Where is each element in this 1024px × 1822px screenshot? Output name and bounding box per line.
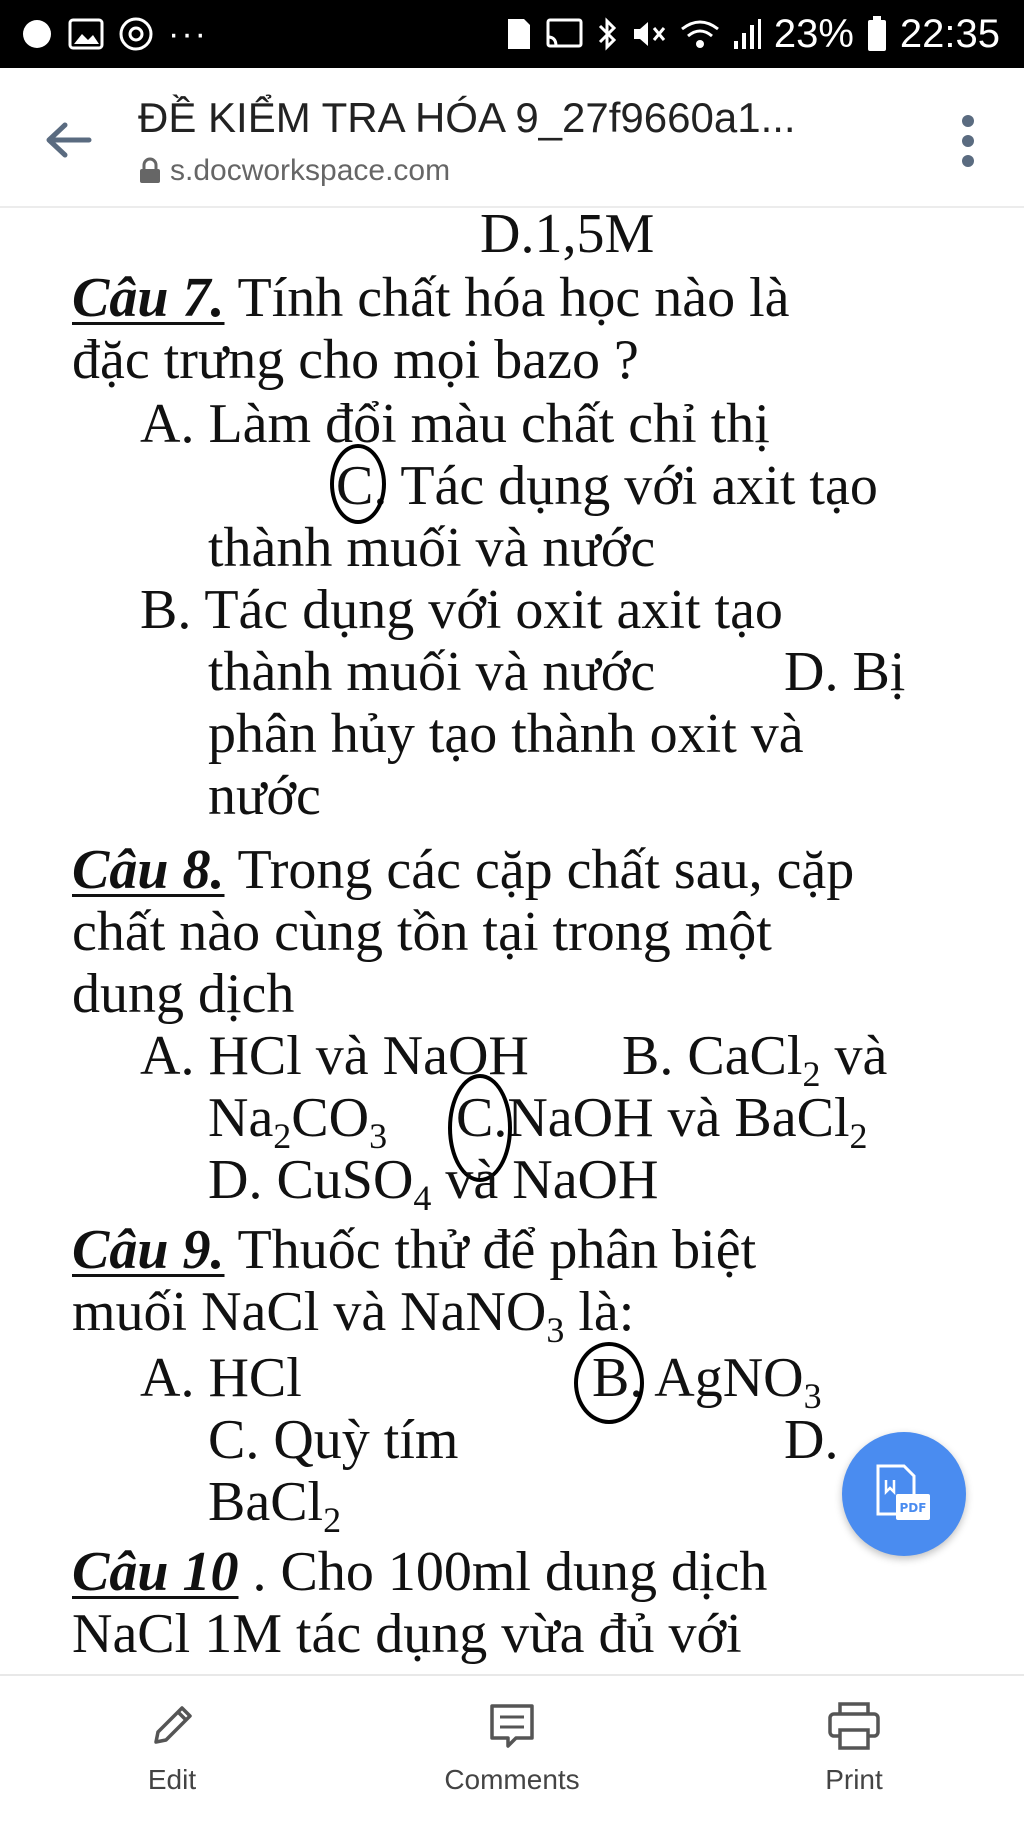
- option-9a: A. HCl: [140, 1347, 302, 1409]
- comments-label: Comments: [444, 1764, 580, 1795]
- back-arrow-icon: [43, 120, 93, 160]
- option-8b-sub1: 2: [273, 1116, 292, 1157]
- question-7-label: Câu 7.: [72, 267, 225, 329]
- page-url[interactable]: [138, 154, 450, 188]
- option-8c-sub: 2: [849, 1116, 868, 1157]
- question-10-text: . Cho 100ml dung dịch: [238, 1541, 768, 1603]
- option-9b-sub: 3: [803, 1376, 822, 1417]
- edit-label: Edit: [147, 1764, 197, 1795]
- comment-icon: [486, 1700, 538, 1752]
- option-7b-line-2: thành muối và nước: [208, 641, 656, 703]
- print-label: Print: [825, 1764, 883, 1795]
- option-8d-text: D. CuSO: [208, 1149, 414, 1211]
- pencil-icon: [146, 1700, 198, 1752]
- answer-circle-7c: [330, 444, 386, 524]
- question-8-text: Trong các cặp chất sau, cặp: [224, 839, 855, 901]
- mute-icon: [630, 17, 668, 51]
- option-9b-text: AgNO: [654, 1347, 804, 1409]
- question-10-line-2: NaCl 1M tác dụng vừa đủ với: [72, 1603, 742, 1665]
- option-9d-sub: 2: [323, 1500, 342, 1541]
- option-8b-na: Na: [208, 1087, 274, 1149]
- pdf-icon: [874, 1462, 934, 1526]
- bluetooth-icon: [596, 16, 618, 52]
- edit-button[interactable]: [72, 1676, 272, 1822]
- sim-icon: [506, 17, 532, 51]
- option-7a: A. Làm đổi màu chất chỉ thị: [140, 393, 770, 455]
- answer-circle-9b: [574, 1342, 644, 1424]
- option-7c-text: . Tác dụng với axit tạo: [373, 455, 878, 517]
- question-8-label: Câu 8.: [72, 839, 225, 901]
- option-7c-line-2: thành muối và nước: [208, 517, 656, 579]
- option-8d-tail: và NaOH: [431, 1149, 659, 1211]
- clock: 22:35: [899, 11, 1000, 56]
- status-bar: [0, 0, 1024, 68]
- notification-dot-icon: [20, 17, 54, 51]
- option-8b-co: CO: [291, 1087, 370, 1149]
- question-8-line-1: [72, 838, 854, 902]
- back-button[interactable]: [36, 108, 100, 172]
- more-options-button[interactable]: [948, 106, 988, 176]
- option-9d: D.: [784, 1409, 839, 1471]
- printer-icon: [826, 1700, 882, 1752]
- question-9-text-2: muối NaCl và NaNO: [72, 1281, 547, 1343]
- question-10-label: Câu 10: [72, 1541, 239, 1603]
- question-9-line-1: [72, 1218, 756, 1282]
- option-8b-tail: và: [820, 1025, 888, 1087]
- option-7d-line-2: phân hủy tạo thành oxit và: [208, 703, 804, 765]
- option-8b-sub: 2: [802, 1054, 821, 1095]
- bottom-toolbar: [0, 1674, 1024, 1822]
- option-7d: D. Bị: [784, 641, 906, 703]
- more-notifications-icon: ···: [168, 15, 208, 53]
- question-7-text: Tính chất hóa học nào là: [224, 267, 790, 329]
- question-7-line-1: [72, 266, 790, 330]
- url-text: s.docworkspace.com: [170, 154, 451, 187]
- convert-pdf-button[interactable]: [842, 1432, 966, 1556]
- app-bar: [0, 68, 1024, 208]
- battery-icon: [866, 15, 888, 53]
- option-9d-text: BaCl: [208, 1471, 324, 1533]
- option-8a: A. HCl và NaOH: [140, 1025, 529, 1087]
- option-8c-text: NaOH và BaCl: [507, 1087, 850, 1149]
- page-title: ĐỀ KIỂM TRA HÓA 9_27f9660a1...: [138, 94, 796, 141]
- question-9-label: Câu 9.: [72, 1219, 225, 1281]
- option-8b-sub2: 3: [369, 1116, 388, 1157]
- lock-icon: [138, 157, 162, 185]
- comments-button[interactable]: [412, 1676, 612, 1822]
- battery-percent: 23%: [773, 11, 854, 56]
- question-10-line-1: [72, 1540, 767, 1604]
- option-8b-text: B. CaCl: [622, 1025, 803, 1087]
- option-7c-letter: C: [336, 455, 374, 517]
- option-9b-letter: B.: [592, 1347, 644, 1409]
- cast-icon: [544, 17, 584, 51]
- signal-icon: [732, 17, 762, 51]
- question-7-line-2: đặc trưng cho mọi bazo ?: [72, 329, 639, 391]
- option-8d-sub: 4: [413, 1178, 432, 1219]
- wifi-icon: [680, 17, 720, 51]
- svg-text:PDF: PDF: [899, 1501, 927, 1515]
- option-7b: B. Tác dụng với oxit axit tạo: [140, 579, 783, 641]
- question-8-line-3: dung dịch: [72, 963, 295, 1025]
- question-9-sub: 3: [546, 1310, 565, 1351]
- option-7c: [336, 454, 878, 518]
- option-7d-line-3: nước: [208, 765, 321, 827]
- image-icon: [68, 18, 104, 50]
- question-9-tail: là:: [564, 1281, 635, 1343]
- option-9c: C. Quỳ tím: [208, 1409, 459, 1471]
- print-button[interactable]: [754, 1676, 954, 1822]
- question-9-text: Thuốc thử để phân biệt: [224, 1219, 757, 1281]
- text-fragment: D.1,5M: [480, 206, 655, 265]
- question-8-line-2: chất nào cùng tồn tại trong một: [72, 901, 772, 963]
- option-8c-letter: C.: [456, 1087, 508, 1149]
- at-sign-icon: [118, 16, 154, 52]
- more-vert-icon: [960, 113, 976, 169]
